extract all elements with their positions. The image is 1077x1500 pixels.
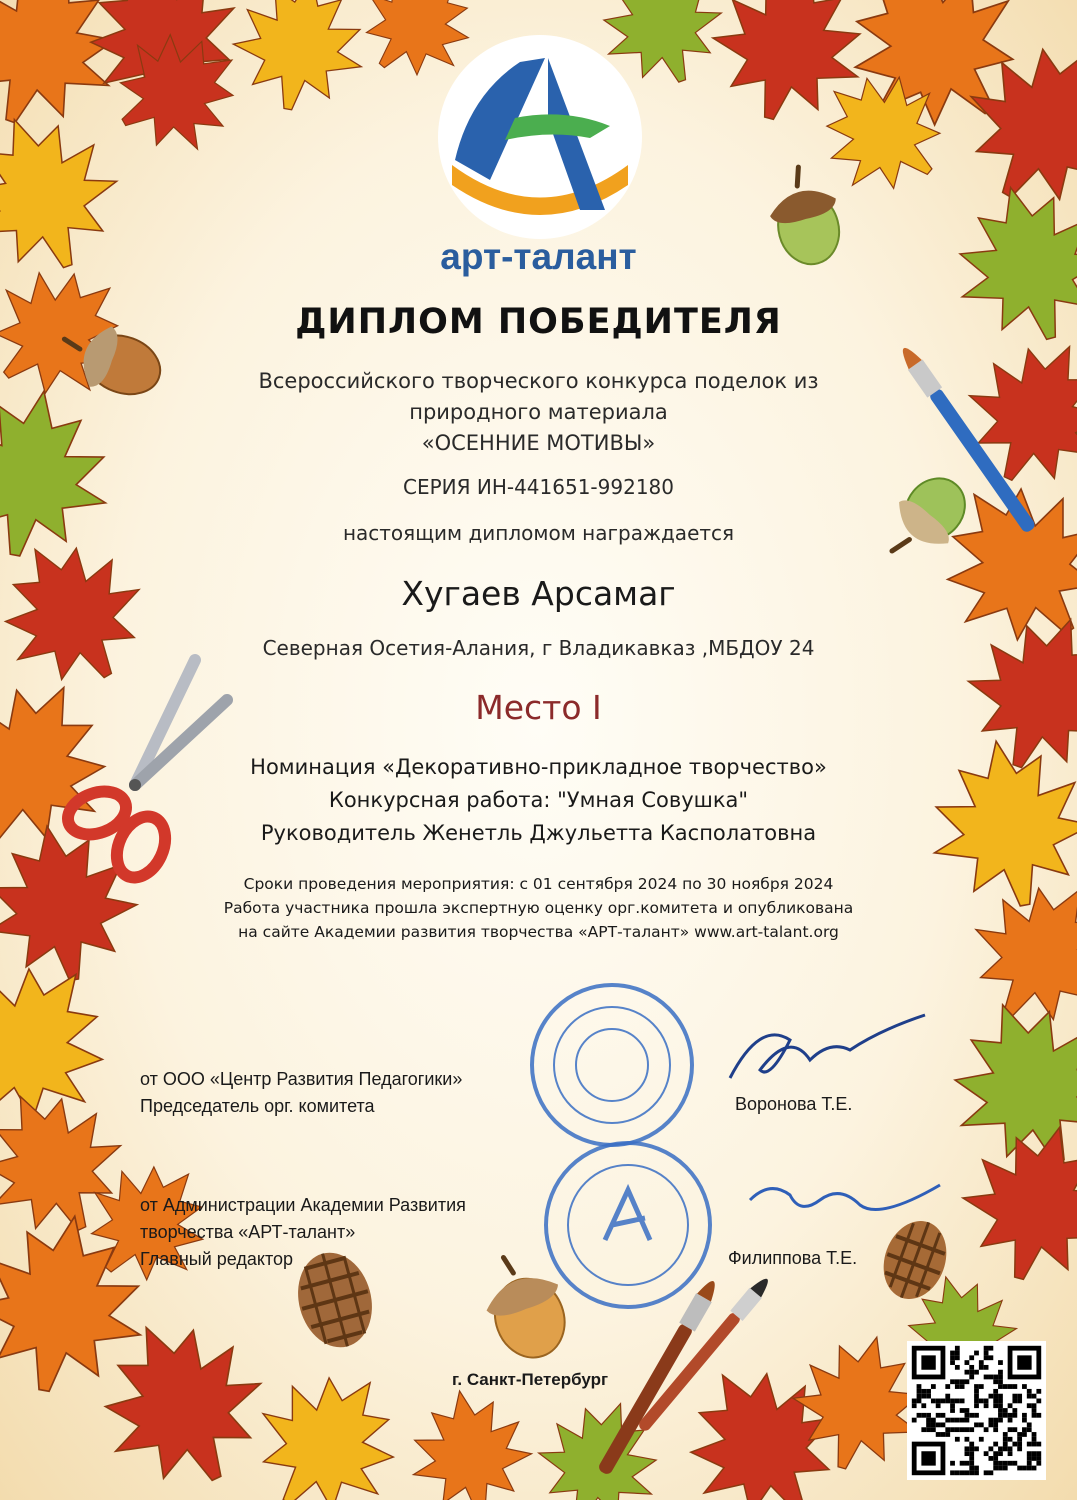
- contest-line: природного материала: [409, 400, 668, 424]
- diploma-title: ДИПЛОМ ПОБЕДИТЕЛЯ: [295, 302, 782, 342]
- crp-stamp: [532, 985, 692, 1145]
- recipient-name: Хугаев Арсамаг: [401, 574, 676, 613]
- role-label: Главный редактор: [140, 1249, 294, 1269]
- signer-name: Воронова Т.Е.: [735, 1094, 853, 1114]
- terms-line: Работа участника прошла экспертную оценку орг.комитета и опубликована: [223, 899, 854, 917]
- role-label: Председатель орг. комитета: [140, 1096, 375, 1116]
- signature-voronova: [730, 1015, 925, 1078]
- contest-name: «ОСЕННИЕ МОТИВЫ»: [421, 431, 656, 455]
- contest-work: Конкурсная работа: "Умная Совушка": [328, 788, 749, 812]
- awarded-text: настоящим дипломом награждается: [342, 521, 735, 545]
- nomination-block: [0, 751, 1077, 850]
- brand-name: арт-талант: [440, 236, 637, 277]
- art-talant-logo-icon: [438, 35, 642, 239]
- qr-code-icon[interactable]: [907, 1341, 1046, 1480]
- recipient-region: Северная Осетия-Алания, г Владикавказ ,МБДОУ 24: [262, 636, 815, 660]
- place-award: Место I: [475, 688, 602, 727]
- acorn-icon: [472, 1243, 580, 1369]
- signature-filippova: [750, 1185, 940, 1210]
- nomination: Номинация «Декоративно-прикладное творчество»: [250, 755, 827, 779]
- signature-block-1: [140, 1066, 462, 1120]
- art-talant-stamp: [546, 1143, 710, 1307]
- maple-leaf-icon: [224, 0, 376, 120]
- contest-description: [0, 366, 1077, 459]
- series-number: СЕРИЯ ИН-441651-992180: [402, 475, 674, 499]
- signer-name: Филиппова Т.Е.: [728, 1248, 858, 1268]
- org-label: от ООО «Центр Развития Педагогики»: [140, 1069, 463, 1089]
- terms-line: Сроки проведения мероприятия: с 01 сентября 2024 по 30 ноября 2024: [243, 875, 834, 893]
- city-label: г. Санкт-Петербург: [452, 1370, 609, 1389]
- signature-block-2: [140, 1192, 466, 1273]
- terms-line: на сайте Академии развития творчества «АРТ-талант» www.art-talant.org: [238, 923, 839, 941]
- terms-block: [0, 872, 1077, 944]
- maple-leaf-icon: [229, 1343, 427, 1500]
- maple-leaf-icon: [521, 1383, 676, 1500]
- org-label: творчества «АРТ-талант»: [140, 1222, 356, 1242]
- contest-line: Всероссийского творческого конкурса поделок из: [258, 369, 819, 393]
- maple-leaf-icon: [400, 1380, 540, 1500]
- org-label: от Администрации Академии Развития: [140, 1195, 466, 1215]
- supervisor: Руководитель Женетль Джульетта Касполатовна: [260, 821, 817, 845]
